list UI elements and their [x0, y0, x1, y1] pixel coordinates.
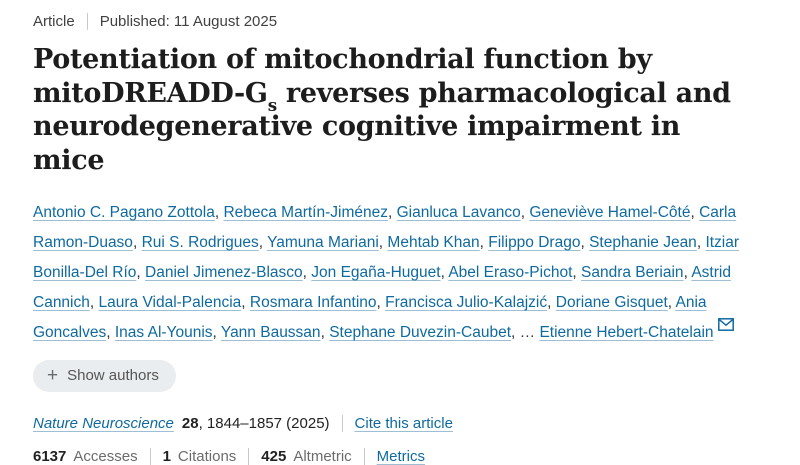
cite-this-article-link[interactable]: Cite this article [354, 415, 453, 432]
article-title [33, 43, 756, 177]
article-meta-row [33, 13, 756, 30]
author-link[interactable]: Yamuna Mariani [267, 234, 379, 251]
title-line-3: neurodegenerative cognitive impairment in mice [33, 111, 681, 176]
citations-count: 1 [162, 448, 171, 465]
authors-ellipsis: … [519, 324, 536, 341]
citation-divider [342, 415, 343, 432]
author-link[interactable]: Gianluca Lavanco [396, 204, 521, 221]
corresponding-author-link[interactable]: Etienne Hebert-Chatelain [539, 324, 714, 341]
plus-icon: + [47, 365, 59, 386]
author-link[interactable]: Stephanie Jean [589, 234, 697, 251]
author-link[interactable]: Rui S. Rodrigues [141, 234, 259, 251]
title-line-2-text: mitoDREADD-G [33, 77, 268, 109]
author-link[interactable]: Sandra Beriain [581, 264, 684, 281]
envelope-icon[interactable] [718, 318, 734, 331]
metrics-link[interactable]: Metrics [376, 448, 425, 465]
accesses-label: Accesses [73, 448, 138, 465]
show-authors-label: Show authors [67, 367, 159, 384]
metrics-divider [248, 448, 249, 465]
metrics-row [33, 448, 756, 465]
published-label: Published: [99, 13, 170, 30]
title-line-2 [33, 77, 756, 115]
altmetric-label: Altmetric [293, 448, 352, 465]
article-type-label: Article [33, 13, 75, 30]
accesses-count: 6137 [33, 448, 67, 465]
author-names-container: Antonio C. Pagano Zottola, Rebeca Martín-Jiménez, Gianluca Lavanco, Geneviève Hamel-Côté, Carla Ramon-Duaso, Rui S. Rodrigues, Yamuna Mariani, Mehtab Khan, Filippo Drago, Stephanie Jean, Itziar Bonilla-Del Río, Daniel Jimenez-Blasco, Jon Egaña-Huguet, Abel Eraso-Pichot, Sandra Beriain, Astrid Cannich, Laura Vidal-Palencia, Rosmara Infantino, Francisca Julio-Kalajzić, Doriane Gisquet, Ania Goncalves, Inas Al-Younis, Yann Baussan, Stephane Duvezin-Caubet, [33, 204, 740, 341]
journal-link[interactable]: Nature Neuroscience [33, 415, 174, 432]
author-link[interactable]: Francisca Julio-Kalajzić [385, 294, 548, 311]
author-link[interactable]: Itziar Bonilla-Del Río [33, 234, 740, 281]
citations-label: Citations [177, 448, 237, 465]
author-link[interactable]: Daniel Jimenez-Blasco [145, 264, 303, 281]
author-link[interactable]: Geneviève Hamel-Côté [529, 204, 691, 221]
author-link[interactable]: Ania Goncalves [33, 294, 707, 341]
show-authors-button[interactable] [33, 360, 176, 392]
author-link[interactable]: Mehtab Khan [387, 234, 480, 251]
author-list [33, 198, 749, 348]
volume-number: 28 [181, 415, 199, 432]
author-link[interactable]: Inas Al-Younis [114, 324, 213, 341]
author-link[interactable]: Filippo Drago [488, 234, 581, 251]
author-link[interactable]: Doriane Gisquet [555, 294, 668, 311]
author-link[interactable]: Rebeca Martín-Jiménez [223, 204, 388, 221]
author-link[interactable]: Astrid Cannich [33, 264, 731, 311]
pages-year: , 1844–1857 (2025) [198, 415, 330, 432]
published-date: 11 August 2025 [173, 13, 278, 30]
author-link[interactable]: Yann Baussan [220, 324, 321, 341]
title-subscript: s [267, 94, 277, 115]
author-link[interactable]: Carla Ramon-Duaso [33, 204, 737, 251]
citation-line [33, 415, 756, 432]
title-line-2-rest: reverses pharmacological and [276, 77, 731, 109]
author-link[interactable]: Stephane Duvezin-Caubet [329, 324, 512, 341]
metrics-divider [364, 448, 365, 465]
title-line-1: Potentiation of mitochondrial function by [33, 44, 652, 75]
author-link[interactable]: Jon Egaña-Huguet [311, 264, 441, 281]
metrics-divider [150, 448, 151, 465]
altmetric-count: 425 [261, 448, 287, 465]
author-link[interactable]: Antonio C. Pagano Zottola [33, 204, 215, 221]
author-link[interactable]: Laura Vidal-Palencia [98, 294, 242, 311]
author-link[interactable]: Rosmara Infantino [249, 294, 377, 311]
meta-divider [87, 13, 88, 30]
author-link[interactable]: Abel Eraso-Pichot [448, 264, 573, 281]
